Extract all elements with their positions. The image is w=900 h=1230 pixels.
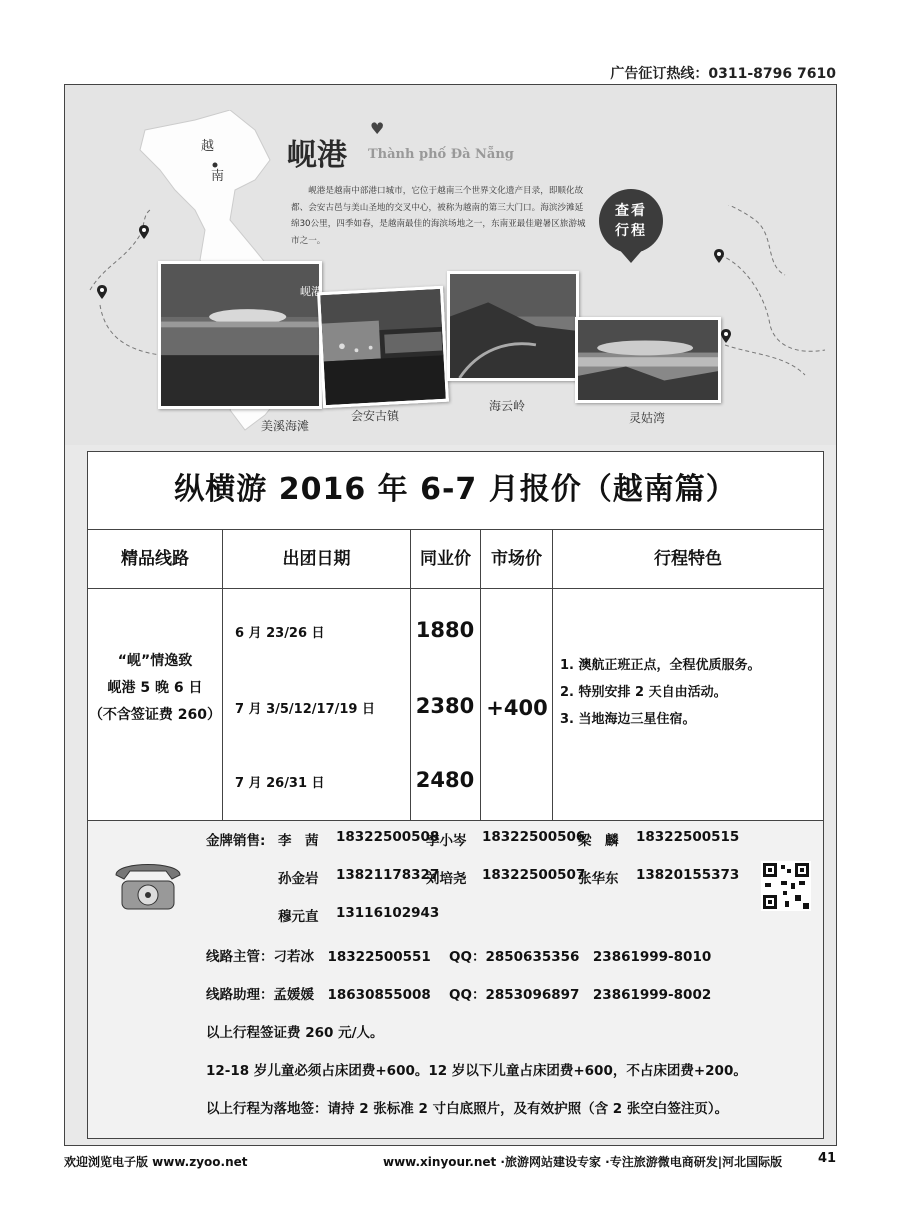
child-fee-note: 12-18 岁儿童必须占床团费+600。12 岁以下儿童占床团费+600，不占床团费+200。 — [206, 1063, 747, 1079]
photo-my-khe-beach — [158, 261, 322, 409]
sales-name: 孙金岩 — [278, 871, 319, 887]
view-badge-line2: 行程 — [615, 223, 647, 239]
view-badge-line1: 查看 — [615, 203, 647, 219]
sales-phone: 18322500507 — [482, 867, 586, 883]
caption-hai-van: 海云岭 — [489, 399, 526, 413]
sales-name: 张华东 — [578, 871, 619, 887]
sales-phone: 13820155373 — [636, 867, 740, 883]
sales-phone: 18322500515 — [636, 829, 740, 845]
route-name: “岘”情逸致 — [117, 653, 193, 669]
price-table — [87, 451, 824, 821]
table-divider — [88, 588, 823, 589]
route-note: （不含签证费 260） — [88, 707, 222, 723]
visa-requirement-note: 以上行程为落地签：请持 2 张标准 2 寸白底照片，及有效护照（含 2 张空白签注页）。 — [206, 1101, 729, 1117]
ad-hotline: 广告征订热线：0311-8796 7610 — [610, 66, 836, 82]
sales-name: 李 茜 — [278, 833, 319, 849]
line-assistant: 线路助理：孟媛媛 18630855008 QQ：2853096897 23861999-8002 — [206, 987, 712, 1003]
page-frame — [64, 84, 837, 1146]
feature-item: 2. 特别安排 2 天自由活动。 — [560, 685, 727, 700]
sales-name: 穆元直 — [278, 909, 319, 925]
caption-lang-co: 灵姑湾 — [629, 411, 666, 425]
sales-phone: 13821178327 — [336, 867, 440, 883]
caption-hoi-an: 会安古镇 — [351, 409, 400, 423]
hero-section — [65, 85, 836, 445]
trade-price: 1880 — [415, 618, 475, 642]
price-table-title: 纵横游 2016 年 6-7 月报价（越南篇） — [174, 472, 737, 507]
telephone-icon — [108, 853, 188, 913]
photo-lang-co-bay — [575, 317, 721, 403]
page-number: 41 — [818, 1151, 837, 1166]
city-title-vietnamese: Thành phố Đà Nẵng — [368, 147, 514, 162]
city-title: 岘港 — [287, 138, 347, 173]
header-route: 精品线路 — [121, 549, 189, 569]
map-pin-icon — [97, 285, 107, 299]
header-date: 出团日期 — [282, 549, 351, 569]
sales-phone: 13116102943 — [336, 905, 440, 921]
visa-fee-note: 以上行程签证费 260 元/人。 — [206, 1025, 384, 1041]
photo-hoi-an — [317, 286, 449, 408]
header-market-price: 市场价 — [491, 549, 542, 569]
departure-date: 7 月 3/5/12/17/19 日 — [235, 702, 375, 717]
trade-price: 2480 — [415, 768, 475, 792]
sales-name: 刘培尧 — [426, 871, 467, 887]
sales-phone: 18322500506 — [482, 829, 586, 845]
feature-item: 3. 当地海边三星住宿。 — [560, 712, 696, 727]
footer-right: www.xinyour.net ·旅游网站建设专家 ·专注旅游微电商研发|河北国际版 — [383, 1155, 783, 1169]
photo-hai-van-pass — [447, 271, 579, 381]
route-cell — [88, 648, 222, 729]
map-pin-icon — [714, 249, 724, 263]
line-manager: 线路主管：刁若冰 18322500551 QQ：2850635356 23861999-8010 — [206, 949, 712, 965]
map-pin-icon — [721, 329, 731, 343]
sales-label: 金牌销售: — [206, 833, 266, 849]
market-price: +400 — [486, 696, 548, 720]
caption-my-khe: 美溪海滩 — [261, 419, 310, 433]
sales-name: 李小岑 — [426, 833, 467, 849]
map-label-yue: 越 — [201, 139, 215, 154]
footer-left: 欢迎浏览电子版 www.zyoo.net — [64, 1155, 248, 1169]
heart-icon: ♥ — [370, 119, 385, 138]
header-features: 行程特色 — [654, 549, 722, 569]
departure-date: 6 月 23/26 日 — [235, 626, 325, 641]
sales-phone: 18322500508 — [336, 829, 440, 845]
departure-date: 7 月 26/31 日 — [235, 776, 325, 791]
map-label-nan: 南 — [211, 169, 225, 184]
sales-name: 梁 麟 — [578, 833, 619, 849]
feature-item: 1. 澳航正班正点，全程优质服务。 — [560, 658, 761, 673]
map-city-label: 岘港 — [300, 285, 322, 298]
route-duration: 岘港 5 晚 6 日 — [107, 680, 203, 696]
trade-price: 2380 — [415, 694, 475, 718]
qr-code-icon[interactable] — [761, 861, 811, 911]
header-trade-price: 同业价 — [420, 549, 471, 569]
features-list — [560, 652, 761, 733]
city-intro: 岘港是越南中部港口城市，它位于越南三个世界文化遗产目录，即顺化故都、会安古邑与美山圣地的交叉中心，被称为越南的第三大门口。海滨沙滩延绵30公里，四季如春，是越南最佳的海滨场地之一，东南亚最佳避暑区旅游城市之一。 — [291, 186, 586, 246]
contacts-section — [87, 821, 824, 1139]
map-pin-icon — [139, 225, 149, 239]
